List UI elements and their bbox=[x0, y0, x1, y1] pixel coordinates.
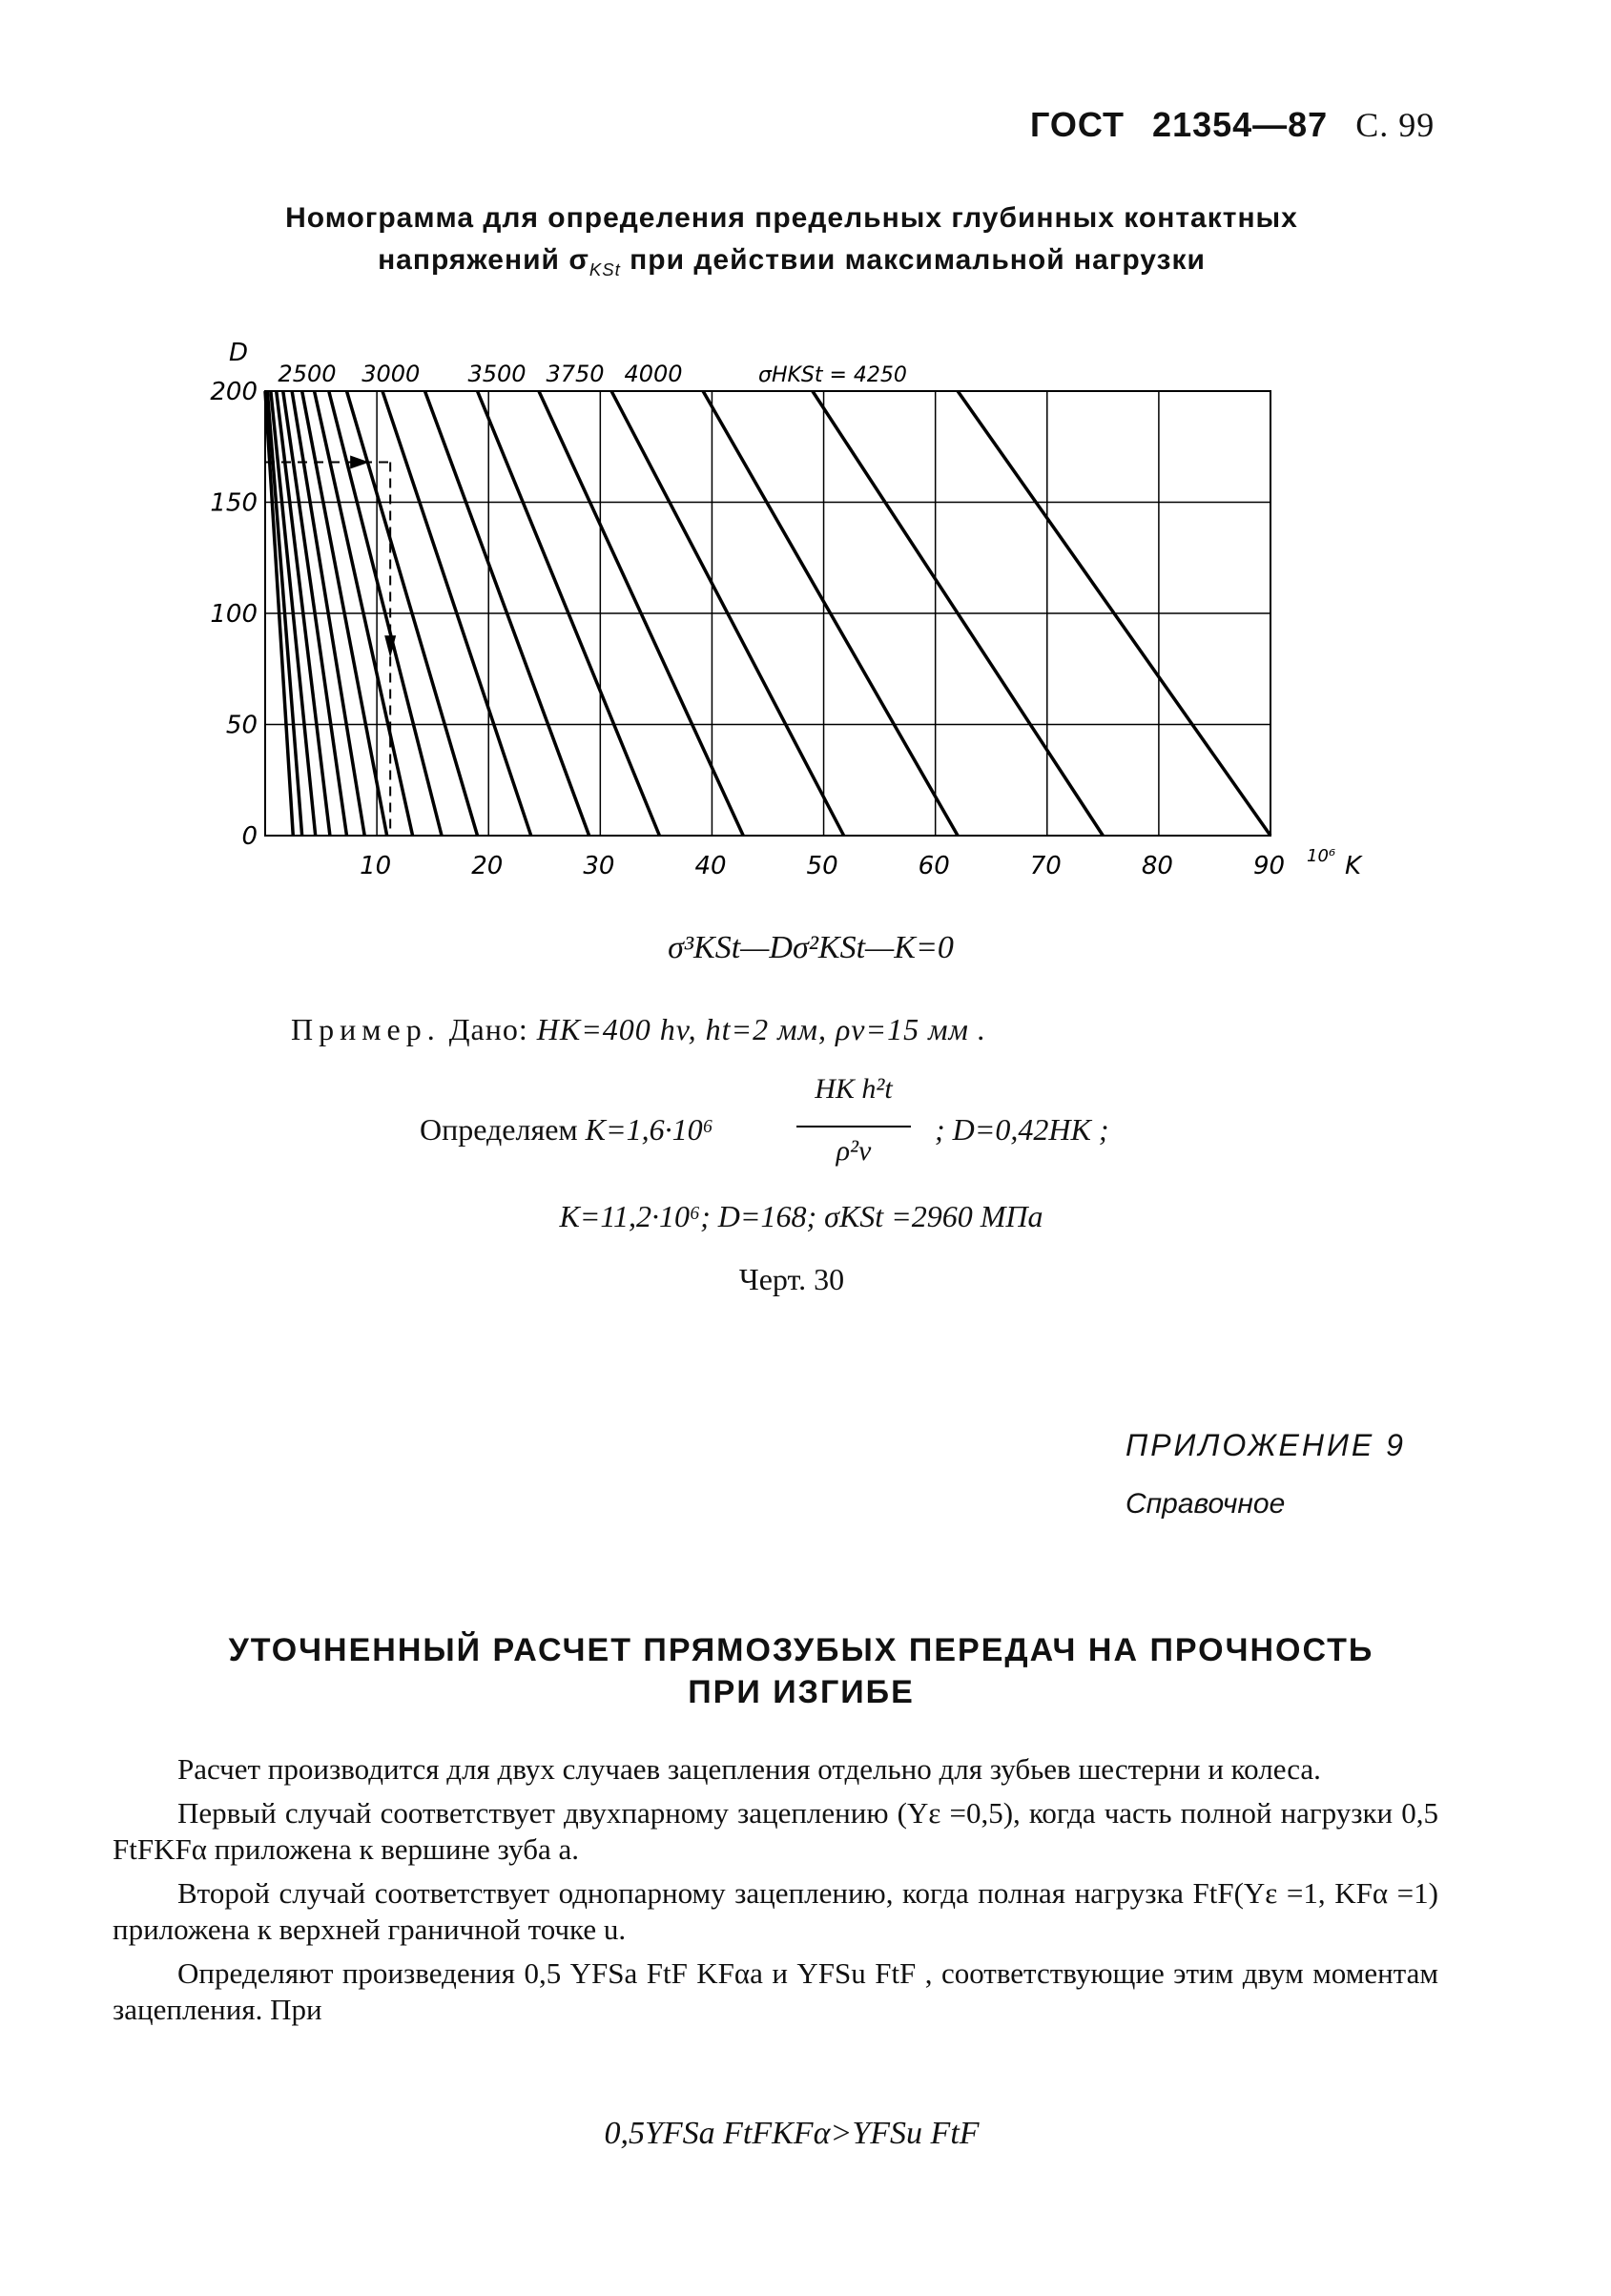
fraction-numerator: HK h²t bbox=[815, 1073, 893, 1105]
example-label: Пример. bbox=[291, 1012, 441, 1046]
y-tick-label: 50 bbox=[225, 711, 258, 740]
top-labels bbox=[278, 361, 906, 387]
paragraph-3: Второй случай соответствует однопарному зацеплению, когда полная нагрузка FtF(Yε =1, KFα =1) приложена к верхней граничной точке u. bbox=[113, 1876, 1438, 1946]
top-label: 2500 bbox=[278, 361, 337, 387]
y-tick-label: 0 bbox=[241, 822, 258, 851]
chart-title-line1: Номограмма для определения предельных глубинных контактных bbox=[285, 202, 1298, 234]
x-tick-label: 80 bbox=[1141, 852, 1173, 880]
top-label: 3000 bbox=[361, 361, 421, 387]
x-tick-label: 70 bbox=[1029, 852, 1062, 880]
x-tick-label: 40 bbox=[694, 852, 727, 880]
top-label: 4000 bbox=[624, 361, 683, 387]
paragraph-4: Определяют произведения 0,5 YFSa FtF KFαa и YFSu FtF , соответствующие этим двум моментам зацепления. При bbox=[113, 1956, 1438, 2026]
top-label: 3750 bbox=[546, 361, 605, 387]
x-tick-label: 30 bbox=[583, 852, 615, 880]
chart-title-text: напряжений σ bbox=[378, 244, 589, 276]
example-result: K=11,2·10⁶; D=168; σKSt =2960 МПа bbox=[559, 1199, 1043, 1233]
page-number: С. 99 bbox=[1355, 106, 1435, 144]
chart-title-sub: KSt bbox=[589, 259, 621, 279]
determine-line bbox=[420, 1111, 713, 1148]
determine-label: Определяем bbox=[420, 1112, 578, 1147]
k-formula: K=1,6·10⁶ bbox=[585, 1112, 713, 1147]
section-title-line1: УТОЧНЕННЫЙ РАСЧЕТ ПРЯМОЗУБЫХ ПЕРЕДАЧ НА ПРОЧНОСТЬ bbox=[228, 1632, 1374, 1668]
y-axis-label: D bbox=[229, 339, 249, 367]
x-axis-label: K bbox=[1345, 852, 1362, 880]
y-tick-label: 150 bbox=[210, 488, 258, 518]
x-axis-unit: 10⁶ bbox=[1307, 846, 1336, 866]
paragraph-2: Первый случай соответствует двухпарному зацеплению (Yε =0,5), когда часть полной нагрузки 0,5 FtFKFα приложена к вершине зуба a. bbox=[113, 1796, 1438, 1866]
figure-caption: Черт. 30 bbox=[738, 1262, 845, 1296]
x-tick-label: 60 bbox=[918, 852, 950, 880]
x-tick-label: 20 bbox=[471, 852, 504, 880]
example-ht: ht=2 мм, bbox=[705, 1012, 827, 1046]
fraction-bar bbox=[796, 1126, 911, 1127]
example-hk: HK=400 hv, bbox=[536, 1012, 697, 1046]
x-tick-label: 50 bbox=[806, 852, 838, 880]
example-line bbox=[291, 1011, 986, 1047]
x-tick-label: 10 bbox=[360, 852, 392, 880]
x-tick-label: 90 bbox=[1253, 852, 1286, 880]
main-formula: σ³KSt—Dσ²KSt—K=0 bbox=[668, 930, 954, 965]
chart-title-text-end: при действии максимальной нагрузки bbox=[620, 244, 1206, 276]
d-formula: ; D=0,42HK ; bbox=[935, 1112, 1109, 1147]
example-given: Дано: bbox=[448, 1012, 528, 1046]
top-label: σHKSt = 4250 bbox=[758, 363, 907, 387]
final-formula: 0,5YFSa FtFKFα>YFSu FtF bbox=[604, 2116, 980, 2151]
chart-title-line2 bbox=[172, 244, 1412, 280]
y-tick-label: 100 bbox=[210, 600, 258, 629]
standard-number: 21354—87 bbox=[1152, 105, 1329, 144]
example-rho: ρv=15 мм . bbox=[835, 1012, 986, 1046]
nomogram-chart bbox=[191, 334, 1393, 906]
standard-label: ГОСТ bbox=[1030, 105, 1126, 144]
appendix-kind: Справочное bbox=[1126, 1488, 1286, 1520]
appendix-label: ПРИЛОЖЕНИЕ 9 bbox=[1126, 1428, 1406, 1462]
page-header bbox=[1030, 105, 1435, 145]
top-label: 3500 bbox=[467, 361, 527, 387]
section-title-line2: ПРИ ИЗГИБЕ bbox=[688, 1674, 915, 1710]
section-body bbox=[113, 1751, 1438, 2036]
paragraph-1: Расчет производится для двух случаев зацепления отдельно для зубьев шестерни и колеса. bbox=[177, 1752, 1321, 1786]
fraction-denominator: ρ²v bbox=[836, 1135, 872, 1167]
y-tick-label: 200 bbox=[210, 378, 258, 406]
gridlines bbox=[265, 391, 1270, 836]
